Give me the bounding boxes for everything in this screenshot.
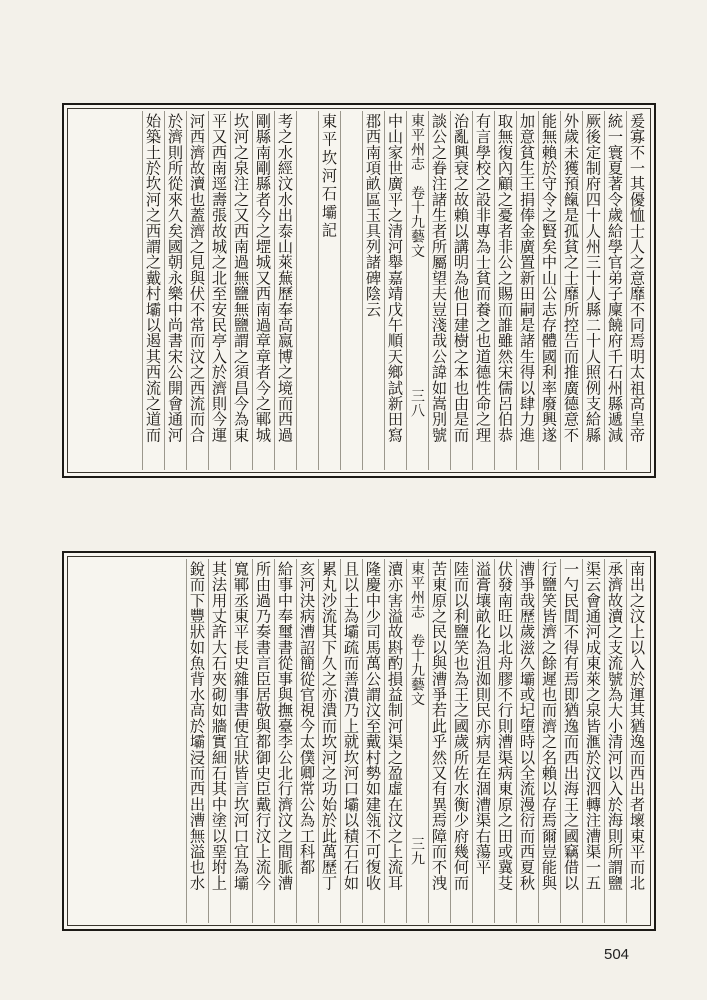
- bottom-text-column: 亥河決病漕詔簡從官視今太僕卿常公為工科都: [296, 559, 318, 923]
- top-text-column: 厥後定制府四十人州三十人縣二十人照例支給縣: [582, 111, 604, 470]
- bottom-text-column: 承濟故瀆之支流號為大小清河以入於海則所謂鹽: [604, 559, 626, 923]
- top-text-column: 考之水經汶水出泰山萊蕪歷奉高嬴博之境而西過: [274, 111, 296, 470]
- bottom-text-column: 給事中奉璽書從事與撫臺李公北行濟汶之間脈漕: [274, 559, 296, 923]
- top-text-column: 加意貧生王捐俸金廣置新田嗣是諸生得以肆力進: [516, 111, 538, 470]
- bottom-text-column: 其法用丈許大石夾砌如牆實細石其中塗以堊坿上: [208, 559, 230, 923]
- bottom-text-column: 瀆亦害溢故斟酌損益制河渠之盈虛在汶之上流耳: [384, 559, 406, 923]
- top-text-column: 於濟則所從來久矣國朝永樂中尚書宋公開會通河: [164, 111, 186, 470]
- bottom-text-column: 累丸沙流其下久之亦潰而坎河之功始於此萬歷丁: [318, 559, 340, 923]
- bottom-text-column: 且以土為壩疏而善潰乃上就坎河口壩以積石石如: [340, 559, 362, 923]
- bottom-text-column: 南出之汶上以入於運其猶逸而西出者壞東平而北: [626, 559, 648, 923]
- top-text-column: 剛縣南剛縣者今之堽城又西南過章章者今之鄆城: [252, 111, 274, 470]
- bottom-text-column: 渠云會通河成東萊之泉皆滙於汶泗轉注漕渠一五: [582, 559, 604, 923]
- top-text-column: 爰寡不一其優恤士人之意靡不同焉明太祖高皇帝: [626, 111, 648, 470]
- bottom-text-column: 寬鄆丞東平長史雜事書便宜狀皆言坎河口宜為壩: [230, 559, 252, 923]
- bottom-text-column: 苦東原之民以與漕爭若此乎然又有異焉障而不洩: [428, 559, 450, 923]
- top-text-column: 東平坎河石壩記: [318, 111, 340, 470]
- top-text-column: 始築土於坎河之西謂之戴村壩以遏其西流之道而: [142, 111, 164, 470]
- bottom-text-column: 隆慶中少司馬萬公謂汶至戴村勢如建瓴不可復收: [362, 559, 384, 923]
- bottom-text-column: 陸而以利鹽笑也為王之國歲所佐水衡少府幾何而: [450, 559, 472, 923]
- top-text-panel: [62, 103, 656, 478]
- bottom-text-column: 伏發南旺以北舟膠不行則漕渠病東原之田或冀芟: [494, 559, 516, 923]
- bottom-text-column: 東平州志 卷十九藝文 三九: [406, 559, 428, 923]
- top-text-column: 取無復內顧之憂者非公之賜而誰雖然宋儒呂伯恭: [494, 111, 516, 470]
- top-columns: [70, 111, 648, 470]
- top-text-column: 坎河之泉注之又西南過無鹽無鹽謂之須昌今為東: [230, 111, 252, 470]
- bottom-columns: [70, 559, 648, 923]
- top-text-column: [340, 111, 362, 470]
- top-text-column: 郡西南項畝區玉具列諸碑陰云: [362, 111, 384, 470]
- top-text-column: 平又西南逕壽張故城之北至安民亭入於濟則今運: [208, 111, 230, 470]
- top-text-column: 談公之眷注諸生者所屬望夫豈淺哉公諱如嵩別號: [428, 111, 450, 470]
- top-text-column: 東平州志 卷十九藝文 三八: [406, 111, 428, 470]
- bottom-text-column: 所由過乃奏書言臣居敬與都御史臣戴行汶上流今: [252, 559, 274, 923]
- top-text-column: 能無賴於守令之賢矣中山公志存體國利率廢興遂: [538, 111, 560, 470]
- top-text-column: 治亂興衰之故賴以講明為他日建樹之本也由是而: [450, 111, 472, 470]
- top-text-column: 中山家世廣平之清河舉嘉靖戊午順天鄉試新田寫: [384, 111, 406, 470]
- bottom-text-column: 行鹽笑皆濟之餘遲也而濟之名賴以存焉爾豈能與: [538, 559, 560, 923]
- bottom-text-column: 溢膏壤畝化為沮洳則民亦病是在涸漕渠右蕩平: [472, 559, 494, 923]
- bottom-text-panel: [62, 551, 656, 931]
- bottom-text-column: 一勺民間不得有焉即猶逸而西出海王之國竊借以: [560, 559, 582, 923]
- page-number: 504: [604, 946, 630, 963]
- top-text-column: [296, 111, 318, 470]
- bottom-text-column: 銳而下豐狀如魚背水高於壩浸而西出漕無溢也水: [186, 559, 208, 923]
- bottom-text-column: 漕爭哉歷歲滋久壩或圮墮時以全流漫衍而西夏秋: [516, 559, 538, 923]
- top-text-column: 統一寰夏著令歲給學官弟子廩饒府千石州縣遞減: [604, 111, 626, 470]
- top-text-column: 有言學校之設非專為士貧而養之也道德性命之理: [472, 111, 494, 470]
- top-text-column: 外歲未獲預餼是孤貧之士靡所控告而推廣德意不: [560, 111, 582, 470]
- top-text-column: 河西濟故瀆也蓋濟之見與伏不常而汶之西流而合: [186, 111, 208, 470]
